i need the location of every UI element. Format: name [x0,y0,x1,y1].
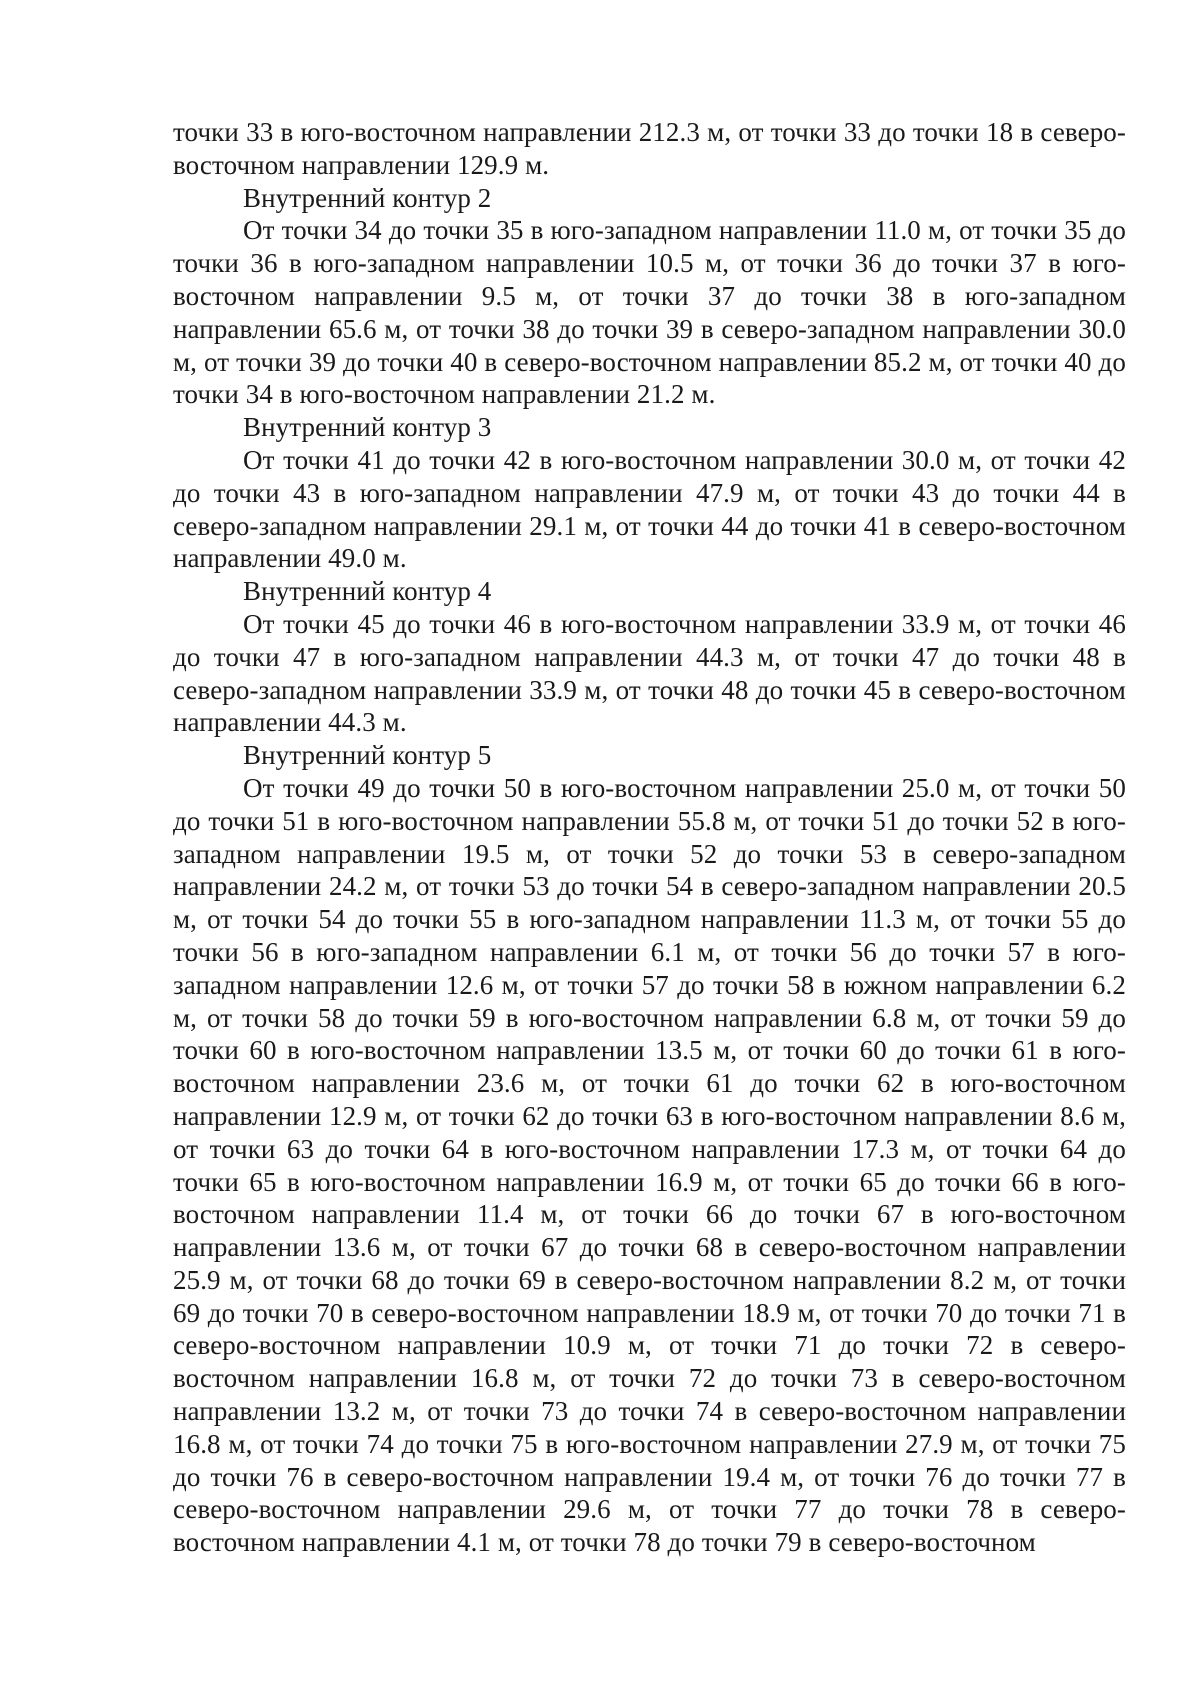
document-page [173,116,1126,1559]
contour-text-4: От точки 45 до точки 46 в юго-восточном направлении 33.9 м, от точки 46 до точки 47 в юго-западном направлении 44.3 м, от точки 47 до точки 48 в северо-западном направлении 33.9 м, от точки 48 до точки 45 в северо-восточном направлении 44.3 м. [173,608,1126,738]
contour-heading-4: Внутренний контур 4 [243,576,492,607]
contour-text-5: От точки 49 до точки 50 в юго-восточном направлении 25.0 м, от точки 50 до точки 51 в юго-восточном направлении 55.8 м, от точки 51 до точки 52 в юго-западном направлении 19.5 м, от точки 52 до точки 53 в северо-западном направлении 24.2 м, от точки 53 до точки 54 в северо-западном направлении 20.5 м, от точки 54 до точки 55 в юго-западном направлении 11.3 м, от точки 55 до точки 56 в юго-западном направлении 6.1 м, от точки 56 до точки 57 в юго-западном направлении 12.6 м, от точки 57 до точки 58 в южном направлении 6.2 м, от точки 58 до точки 59 в юго-восточном направлении 6.8 м, от точки 59 до точки 60 в юго-восточном направлении 13.5 м, от точки 60 до точки 61 в юго-восточном направлении 23.6 м, от точки 61 до точки 62 в юго-восточном направлении 12.9 м, от точки 62 до точки 63 в юго-восточном направлении 8.6 м, от точки 63 до точки 64 в юго-восточном направлении 17.3 м, от точки 64 до точки 65 в юго-восточном направлении 16.9 м, от точки 65 до точки 66 в юго-восточном направлении 11.4 м, от точки 66 до точки 67 в юго-восточном направлении 13.6 м, от точки 67 до точки 68 в северо-восточном направлении 25.9 м, от точки 68 до точки 69 в северо-восточном направлении 8.2 м, от точки 69 до точки 70 в северо-восточном направлении 18.9 м, от точки 70 до точки 71 в северо-восточном направлении 10.9 м, от точки 71 до точки 72 в северо-восточном направлении 16.8 м, от точки 72 до точки 73 в северо-восточном направлении 13.2 м, от точки 73 до точки 74 в северо-восточном направлении 16.8 м, от точки 74 до точки 75 в юго-восточном направлении 27.9 м, от точки 75 до точки 76 в северо-восточном направлении 19.4 м, от точки 76 до точки 77 в северо-восточном направлении 29.6 м, от точки 77 до точки 78 в северо-восточном направлении 4.1 м, от точки 78 до точки 79 в северо-восточном [173,772,1126,1558]
contour-heading-3: Внутренний контур 3 [243,412,492,443]
contour-text-2: От точки 34 до точки 35 в юго-западном направлении 11.0 м, от точки 35 до точки 36 в юго-западном направлении 10.5 м, от точки 36 до точки 37 в юго-восточном направлении 9.5 м, от точки 37 до точки 38 в юго-западном направлении 65.6 м, от точки 38 до точки 39 в северо-западном направлении 30.0 м, от точки 39 до точки 40 в северо-восточном направлении 85.2 м, от точки 40 до точки 34 в юго-восточном направлении 21.2 м. [173,215,1126,410]
contour-text-3: От точки 41 до точки 42 в юго-восточном направлении 30.0 м, от точки 42 до точки 43 в юго-западном направлении 47.9 м, от точки 43 до точки 44 в северо-западном направлении 29.1 м, от точки 44 до точки 41 в северо-восточном направлении 49.0 м. [173,444,1126,574]
contour-heading-5: Внутренний контур 5 [243,740,492,771]
contour-heading-2: Внутренний контур 2 [243,182,492,213]
intro-paragraph: точки 33 в юго-восточном направлении 212.3 м, от точки 33 до точки 18 в северо-восточном направлении 129.9 м. [173,117,1126,180]
